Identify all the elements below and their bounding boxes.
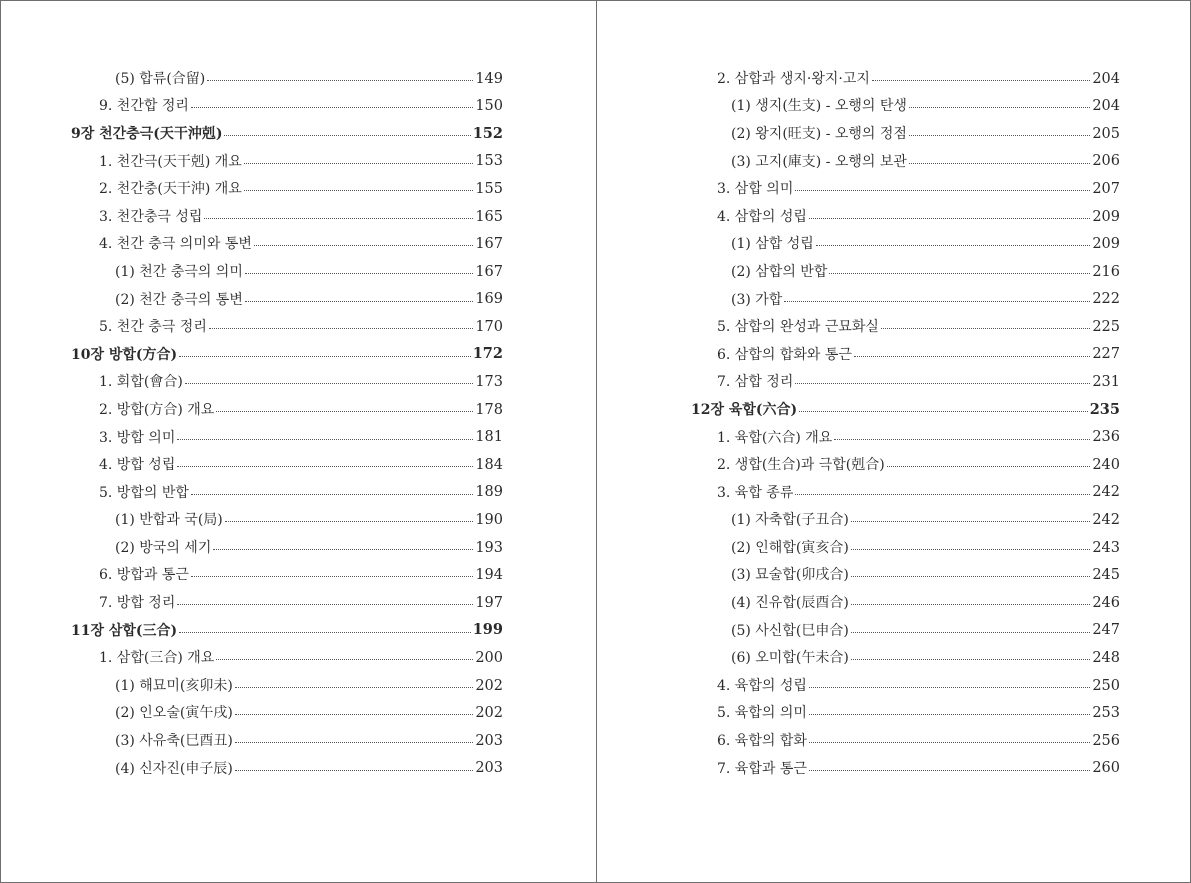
- toc-entry: [1, 396, 503, 424]
- dot-leader: [177, 603, 473, 605]
- toc-entry-title: 3. 방합 의미: [99, 429, 176, 446]
- toc-entry: [1, 175, 503, 203]
- toc-entry: [597, 369, 1120, 397]
- toc-entry-title: (3) 묘술합(卯戌合): [731, 567, 849, 584]
- dot-leader: [851, 575, 1091, 577]
- toc-entry: [597, 231, 1120, 259]
- dot-leader: [191, 575, 473, 577]
- toc-entry-title: 4. 육합의 성립: [717, 677, 807, 694]
- toc-entry: [597, 424, 1120, 452]
- dot-leader: [207, 79, 473, 81]
- toc-page-number: 253: [1092, 705, 1120, 722]
- toc-entry-title: 4. 삼합의 성립: [717, 208, 807, 225]
- toc-entry-title: 2. 삼합과 생지·왕지·고지: [717, 70, 870, 87]
- dot-leader: [191, 106, 473, 108]
- toc-entry-title: (5) 합류(合留): [115, 70, 206, 87]
- toc-page-number: 205: [1092, 125, 1120, 142]
- dot-leader: [881, 327, 1090, 329]
- toc-page-number: 243: [1092, 539, 1120, 556]
- dot-leader: [235, 741, 474, 743]
- toc-page-number: 248: [1092, 650, 1120, 667]
- dot-leader: [851, 548, 1091, 550]
- toc-chapter-entry: [1, 120, 503, 148]
- dot-leader: [851, 603, 1091, 605]
- dot-leader: [809, 769, 1090, 771]
- toc-entry: [1, 755, 503, 783]
- toc-entry-title: 9. 천간합 정리: [99, 98, 189, 115]
- toc-list-left: [1, 65, 503, 782]
- dot-leader: [795, 189, 1090, 191]
- toc-entry-title: 1. 육합(六合) 개요: [717, 429, 833, 446]
- dot-leader: [909, 162, 1090, 164]
- toc-entry-title: 2. 생합(生合)과 극합(剋合): [717, 457, 885, 474]
- toc-entry: [1, 534, 503, 562]
- toc-entry: [597, 93, 1120, 121]
- toc-chapter-entry: [597, 396, 1120, 424]
- dot-leader: [235, 713, 474, 715]
- toc-page-number: 227: [1092, 346, 1120, 363]
- dot-leader: [799, 410, 1088, 412]
- dot-leader: [204, 217, 473, 219]
- toc-entry: [1, 451, 503, 479]
- toc-page-number: 200: [475, 650, 503, 667]
- dot-leader: [909, 106, 1090, 108]
- toc-entry: [597, 479, 1120, 507]
- toc-entry: [597, 755, 1120, 783]
- toc-entry-title: 6. 삼합의 합화와 통근: [717, 346, 852, 363]
- toc-entry: [597, 148, 1120, 176]
- toc-entry: [597, 203, 1120, 231]
- toc-page-number: 231: [1092, 374, 1120, 391]
- toc-entry: [1, 65, 503, 93]
- toc-page-number: 150: [475, 98, 503, 115]
- toc-page-number: 189: [475, 484, 503, 501]
- toc-entry-title: 5. 천간 충극 정리: [99, 319, 207, 336]
- toc-entry: [1, 231, 503, 259]
- toc-page-number: 209: [1092, 236, 1120, 253]
- toc-entry-title: 7. 육합과 통근: [717, 760, 807, 777]
- toc-page-number: 216: [1092, 263, 1120, 280]
- dot-leader: [854, 355, 1090, 357]
- toc-entry-title: (4) 신자진(申子辰): [115, 760, 233, 777]
- dot-leader: [851, 631, 1091, 633]
- toc-page-number: 204: [1092, 98, 1120, 115]
- dot-leader: [191, 493, 473, 495]
- toc-page-number: 256: [1092, 732, 1120, 749]
- toc-page-number: 203: [475, 732, 503, 749]
- toc-entry: [597, 672, 1120, 700]
- toc-page-number: 247: [1092, 622, 1120, 639]
- toc-entry-title: (2) 천간 충극의 통변: [115, 291, 243, 308]
- dot-leader: [225, 520, 474, 522]
- dot-leader: [816, 244, 1090, 246]
- toc-entry: [597, 286, 1120, 314]
- toc-entry-title: 6. 육합의 합화: [717, 733, 807, 750]
- dot-leader: [887, 465, 1091, 467]
- toc-page-number: 202: [475, 705, 503, 722]
- toc-entry-title: (1) 자축합(子丑合): [731, 512, 849, 529]
- toc-page-number: 240: [1092, 456, 1120, 473]
- toc-page-number: 203: [475, 760, 503, 777]
- toc-entry: [1, 507, 503, 535]
- dot-leader: [784, 300, 1090, 302]
- toc-entry: [1, 479, 503, 507]
- dot-leader: [809, 741, 1090, 743]
- dot-leader: [185, 382, 474, 384]
- toc-page-number: 149: [475, 70, 503, 87]
- toc-entry-title: (2) 인해합(寅亥合): [731, 539, 849, 556]
- toc-page-number: 199: [472, 621, 503, 639]
- toc-entry-title: 11장 삼합(三合): [71, 622, 178, 639]
- dot-leader: [179, 355, 471, 357]
- toc-page-number: 172: [472, 345, 503, 363]
- dot-leader: [216, 410, 473, 412]
- toc-entry: [1, 369, 503, 397]
- dot-leader: [235, 769, 474, 771]
- toc-entry-title: 3. 육합 종류: [717, 484, 794, 501]
- toc-page-number: 173: [475, 374, 503, 391]
- dot-leader: [834, 438, 1090, 440]
- toc-entry-title: 7. 삼합 정리: [717, 374, 794, 391]
- toc-entry-title: (3) 가합: [731, 291, 783, 308]
- toc-page-number: 209: [1092, 208, 1120, 225]
- toc-entry: [1, 727, 503, 755]
- toc-page-number: 260: [1092, 760, 1120, 777]
- dot-leader: [254, 244, 473, 246]
- toc-entry: [597, 700, 1120, 728]
- dot-leader: [244, 162, 474, 164]
- toc-entry: [597, 313, 1120, 341]
- toc-entry: [597, 589, 1120, 617]
- dot-leader: [244, 189, 474, 191]
- toc-page-number: 152: [472, 124, 503, 142]
- toc-page-number: 181: [475, 429, 503, 446]
- toc-entry-title: (2) 왕지(旺支) - 오행의 정점: [731, 125, 907, 142]
- toc-page-number: 242: [1092, 484, 1120, 501]
- toc-page-number: 222: [1092, 291, 1120, 308]
- right-page: [597, 1, 1191, 882]
- toc-entry-title: (3) 고지(庫支) - 오행의 보관: [731, 153, 907, 170]
- toc-entry-title: 2. 방합(方合) 개요: [99, 401, 215, 418]
- toc-entry: [1, 148, 503, 176]
- toc-page-number: 165: [475, 208, 503, 225]
- toc-page-number: 170: [475, 318, 503, 335]
- toc-entry-title: (1) 천간 충극의 의미: [115, 263, 243, 280]
- toc-page-number: 153: [475, 153, 503, 170]
- toc-page-number: 169: [475, 291, 503, 308]
- dot-leader: [851, 520, 1091, 522]
- dot-leader: [795, 493, 1090, 495]
- dot-leader: [872, 79, 1090, 81]
- toc-entry-title: (6) 오미합(午未合): [731, 650, 849, 667]
- dot-leader: [795, 382, 1090, 384]
- toc-entry-title: 3. 삼합 의미: [717, 181, 794, 198]
- toc-page-number: 250: [1092, 677, 1120, 694]
- dot-leader: [809, 686, 1090, 688]
- toc-entry: [597, 175, 1120, 203]
- toc-entry-title: 9장 천간충극(天干沖剋): [71, 125, 223, 142]
- toc-entry-title: (1) 생지(生支) - 오행의 탄생: [731, 98, 907, 115]
- dot-leader: [177, 465, 473, 467]
- dot-leader: [245, 272, 473, 274]
- toc-page-number: 167: [475, 263, 503, 280]
- toc-page-number: 194: [475, 567, 503, 584]
- toc-page-number: 206: [1092, 153, 1120, 170]
- toc-entry: [1, 286, 503, 314]
- toc-entry-title: (2) 인오술(寅午戌): [115, 705, 233, 722]
- toc-entry-title: 1. 회합(會合): [99, 374, 183, 391]
- toc-entry-title: 3. 천간충극 성립: [99, 208, 203, 225]
- toc-chapter-entry: [1, 341, 503, 369]
- dot-leader: [224, 134, 470, 136]
- toc-entry: [1, 203, 503, 231]
- toc-page-number: 197: [475, 594, 503, 611]
- toc-entry-title: (2) 방국의 세기: [115, 539, 212, 556]
- toc-entry-title: (5) 사신합(巳申合): [731, 622, 849, 639]
- toc-page-number: 190: [475, 512, 503, 529]
- dot-leader: [245, 300, 473, 302]
- toc-page-number: 167: [475, 236, 503, 253]
- toc-entry-title: 5. 육합의 의미: [717, 705, 807, 722]
- toc-page-number: 184: [475, 456, 503, 473]
- toc-entry: [597, 644, 1120, 672]
- toc-list-right: [597, 65, 1120, 782]
- toc-entry: [1, 589, 503, 617]
- toc-page-number: 204: [1092, 70, 1120, 87]
- toc-page-number: 178: [475, 401, 503, 418]
- dot-leader: [829, 272, 1090, 274]
- toc-entry-title: (3) 사유축(巳酉丑): [115, 733, 233, 750]
- toc-page-number: 207: [1092, 180, 1120, 197]
- dot-leader: [235, 686, 474, 688]
- toc-entry: [1, 672, 503, 700]
- toc-entry-title: 4. 천간 충극 의미와 통변: [99, 236, 252, 253]
- toc-entry: [1, 700, 503, 728]
- toc-entry: [1, 258, 503, 286]
- toc-entry-title: (1) 해묘미(亥卯未): [115, 677, 233, 694]
- toc-entry: [1, 644, 503, 672]
- toc-entry: [1, 424, 503, 452]
- toc-entry: [1, 562, 503, 590]
- toc-entry-title: 4. 방합 성립: [99, 457, 176, 474]
- toc-entry: [597, 617, 1120, 645]
- toc-entry: [597, 534, 1120, 562]
- toc-page-number: 245: [1092, 567, 1120, 584]
- toc-entry-title: (1) 삼합 성립: [731, 236, 814, 253]
- dot-leader: [179, 631, 471, 633]
- toc-entry-title: 1. 삼합(三合) 개요: [99, 650, 215, 667]
- toc-entry-title: 10장 방합(方合): [71, 346, 178, 363]
- toc-entry-title: 1. 천간극(天干剋) 개요: [99, 153, 242, 170]
- toc-entry: [1, 93, 503, 121]
- toc-entry-title: (2) 삼합의 반합: [731, 263, 828, 280]
- toc-entry: [597, 727, 1120, 755]
- toc-entry-title: 7. 방합 정리: [99, 595, 176, 612]
- toc-entry: [597, 562, 1120, 590]
- toc-page-number: 225: [1092, 318, 1120, 335]
- toc-page-number: 236: [1092, 429, 1120, 446]
- toc-entry: [597, 451, 1120, 479]
- dot-leader: [909, 134, 1090, 136]
- toc-page-number: 246: [1092, 594, 1120, 611]
- dot-leader: [209, 327, 473, 329]
- toc-entry: [597, 507, 1120, 535]
- toc-entry-title: 5. 방합의 반합: [99, 484, 189, 501]
- toc-page-number: 202: [475, 677, 503, 694]
- toc-entry-title: 12장 육합(六合): [691, 401, 798, 418]
- toc-chapter-entry: [1, 617, 503, 645]
- toc-entry-title: 5. 삼합의 완성과 근묘화실: [717, 319, 879, 336]
- dot-leader: [809, 217, 1090, 219]
- toc-entry: [597, 65, 1120, 93]
- toc-page-number: 193: [475, 539, 503, 556]
- dot-leader: [851, 658, 1091, 660]
- dot-leader: [213, 548, 473, 550]
- dot-leader: [177, 438, 473, 440]
- toc-page-number: 242: [1092, 512, 1120, 529]
- dot-leader: [216, 658, 473, 660]
- dot-leader: [809, 713, 1090, 715]
- toc-entry: [597, 341, 1120, 369]
- toc-entry-title: 2. 천간충(天干沖) 개요: [99, 181, 242, 198]
- toc-entry-title: (1) 반합과 국(局): [115, 512, 223, 529]
- toc-page-number: 155: [475, 180, 503, 197]
- toc-entry-title: (4) 진유합(辰酉合): [731, 595, 849, 612]
- toc-entry: [597, 258, 1120, 286]
- toc-entry: [1, 313, 503, 341]
- left-page: [1, 1, 596, 882]
- toc-entry-title: 6. 방합과 통근: [99, 567, 189, 584]
- toc-page-number: 235: [1089, 400, 1120, 418]
- toc-entry: [597, 120, 1120, 148]
